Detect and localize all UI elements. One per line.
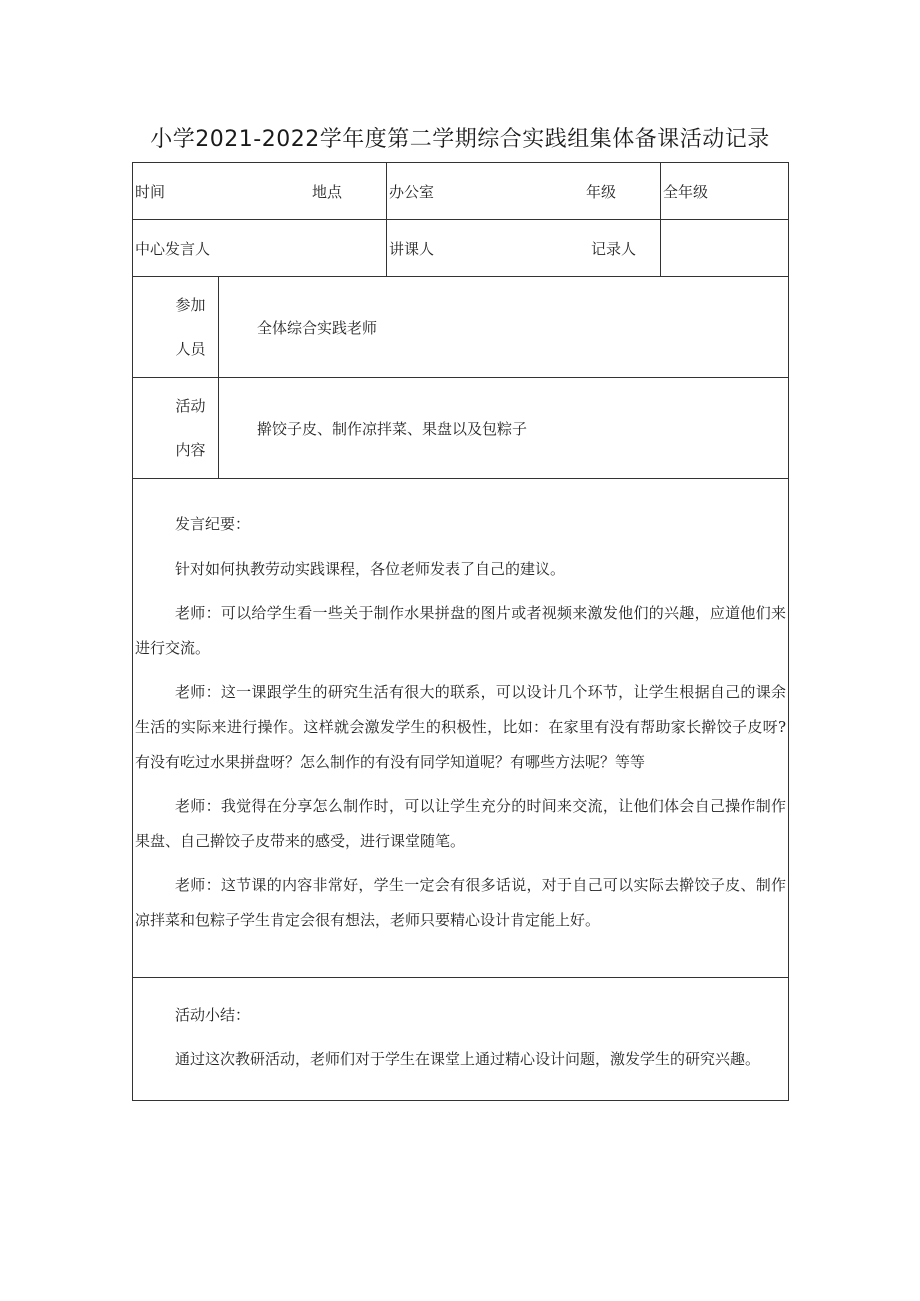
activity-label-line1: 活动: [175, 397, 206, 415]
notes-paragraph: 老师：这节课的内容非常好，学生一定会有很多话说，对于自己可以实际去擀饺子皮、制作凉拌菜和包粽子学生肯定会很有想法，老师只要精心设计肯定能上好。: [135, 876, 786, 929]
speaker-cell: [133, 220, 387, 277]
recorder-label: 记录人: [590, 239, 636, 258]
info-row-time: [133, 163, 789, 220]
summary-cell: [133, 978, 789, 1101]
summary-heading: 活动小结：: [175, 1006, 251, 1024]
participants-label-line2: 人员: [175, 340, 206, 358]
place-value: 办公室: [389, 182, 435, 201]
notes-paragraph: 老师：我觉得在分享怎么制作时，可以让学生充分的时间来交流，让他们体会自己操作制作果盘、自己擀饺子皮带来的感受，进行课堂随笔。: [135, 797, 786, 850]
activity-row: [133, 378, 789, 479]
participants-value: 全体综合实践老师: [257, 318, 378, 337]
grade-value-cell: [661, 163, 789, 220]
info-row-speaker: [133, 220, 789, 277]
lecturer-label: 讲课人: [389, 239, 435, 258]
participants-label-line1: 参加: [175, 296, 206, 314]
speaker-label: 中心发言人: [135, 239, 211, 258]
participants-value-cell: [219, 277, 789, 378]
notes-paragraph: 老师：这一课跟学生的研究生活有很大的联系，可以设计几个环节，让学生根据自己的课余生活的实际来进行操作。这样就会激发学生的积极性，比如：在家里有没有帮助家长擀饺子皮呀?有没有吃过水果拼盘呀？怎么制作的有没有同学知道呢？有哪些方法呢？等等: [135, 683, 786, 771]
notes-row: [133, 479, 789, 978]
record-table: [132, 162, 789, 1101]
notes-paragraph: 针对如何执教劳动实践课程，各位老师发表了自己的建议。: [175, 560, 566, 578]
participants-label-cell: [133, 277, 219, 378]
summary-row: [133, 978, 789, 1101]
place-grade-cell: [387, 163, 661, 220]
activity-label-line2: 内容: [175, 441, 206, 459]
page-title: 小学2021-2022学年度第二学期综合实践组集体备课活动记录: [150, 127, 770, 152]
activity-value: 擀饺子皮、制作凉拌菜、果盘以及包粽子: [257, 419, 528, 438]
summary-text: 通过这次教研活动，老师们对于学生在课堂上通过精心设计问题，激发学生的研究兴趣。: [175, 1050, 761, 1068]
notes-cell: [133, 479, 789, 978]
recorder-value-cell: [661, 220, 789, 277]
notes-paragraph: 老师：可以给学生看一些关于制作水果拼盘的图片或者视频来激发他们的兴趣，应道他们来进行交流。: [135, 604, 786, 657]
time-place-cell: [133, 163, 387, 220]
lecturer-recorder-cell: [387, 220, 661, 277]
participants-row: [133, 277, 789, 378]
activity-label-cell: [133, 378, 219, 479]
grade-value: 全年级: [663, 182, 709, 201]
time-label: 时间: [135, 182, 166, 201]
activity-value-cell: [219, 378, 789, 479]
grade-label: 年级: [585, 182, 616, 201]
place-label: 地点: [311, 182, 342, 201]
notes-heading: 发言纪要：: [175, 515, 251, 533]
